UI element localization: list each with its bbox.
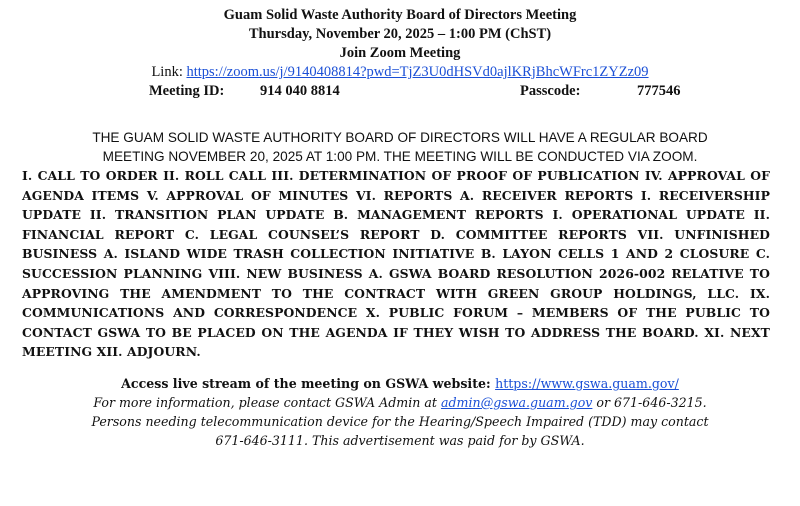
meeting-credentials [0, 82, 800, 101]
passcode-label: Passcode: [520, 83, 581, 99]
meeting-header [0, 6, 800, 101]
agenda-text: I. CALL TO ORDER II. ROLL CALL III. DETERMINATION OF PROOF OF PUBLICATION IV. APPROVAL OF AGENDA ITEMS V. APPROVAL OF MINUTES VI. REPORTS A. RECEIVER REPORTS I. RECEIVERSHIP UPDATE II. TRANSITION PLAN UPDATE B. MANAGEMENT REPORTS I. OPERATIONAL UPDATE II. FINANCIAL REPORT C. LEGAL COUNSEL’S REPORT D. COMMITTEE REPORTS VII. UNFINISHED BUSINESS A. ISLAND WIDE TRASH COLLECTION INITIATIVE B. LAYON CELLS 1 AND 2 CLOSURE C. SUCCESSION PLANNING VIII. NEW BUSINESS A. GSWA BOARD RESOLUTION 2026-002 RELATIVE TO APPROVING THE AMENDMENT TO THE CONTRACT WITH GREEN GROUP HOLDINGS, LLC. IX. COMMUNICATIONS AND CORRESPONDENCE X. PUBLIC FORUM – MEMBERS OF THE PUBLIC TO CONTACT GSWA TO BE PLACED ON THE AGENDA IF THEY WISH TO ADDRESS THE BOARD. XI. NEXT MEETING XII. ADJOURN. [22, 168, 770, 360]
tdd-line-1: Persons needing telecommunication device for the Hearing/Speech Impaired (TDD) may contact [91, 414, 709, 429]
admin-email-link[interactable]: admin@gswa.guam.gov [440, 395, 593, 410]
meeting-title: Guam Solid Waste Authority Board of Directors Meeting [223, 7, 577, 23]
website-link[interactable]: https://www.gswa.guam.gov/ [495, 376, 679, 391]
passcode-value: 777546 [637, 83, 681, 99]
tdd-line-2: 671-646-3111. This advertisement was paid for by GSWA. [215, 433, 585, 448]
contact-info-line [0, 393, 800, 412]
notice-line-1: THE GUAM SOLID WASTE AUTHORITY BOARD OF DIRECTORS WILL HAVE A REGULAR BOARD [92, 130, 708, 145]
notice-line-2: MEETING NOVEMBER 20, 2025 AT 1:00 PM. THE MEETING WILL BE CONDUCTED VIA ZOOM. [102, 149, 698, 164]
join-zoom-heading: Join Zoom Meeting [339, 45, 461, 61]
zoom-link[interactable]: https://zoom.us/j/9140408814?pwd=TjZ3U0dHSVd0ajlKRjBhcWFrc1ZYZz09 [186, 64, 649, 80]
livestream-line [0, 374, 800, 393]
livestream-label: Access live stream of the meeting on GSWA website: [121, 376, 496, 391]
zoom-link-line [0, 63, 800, 82]
meeting-datetime: Thursday, November 20, 2025 – 1:00 PM (ChST) [248, 26, 552, 42]
meeting-id-label: Meeting ID: [149, 83, 225, 99]
meeting-id-value: 914 040 8814 [260, 83, 340, 99]
meeting-footer [0, 374, 800, 450]
contact-info-suffix: or 671-646-3215. [592, 395, 707, 410]
contact-info-prefix: For more information, please contact GSWA Admin at [93, 395, 441, 410]
zoom-link-label: Link: [151, 64, 187, 80]
meeting-notice [0, 128, 800, 166]
